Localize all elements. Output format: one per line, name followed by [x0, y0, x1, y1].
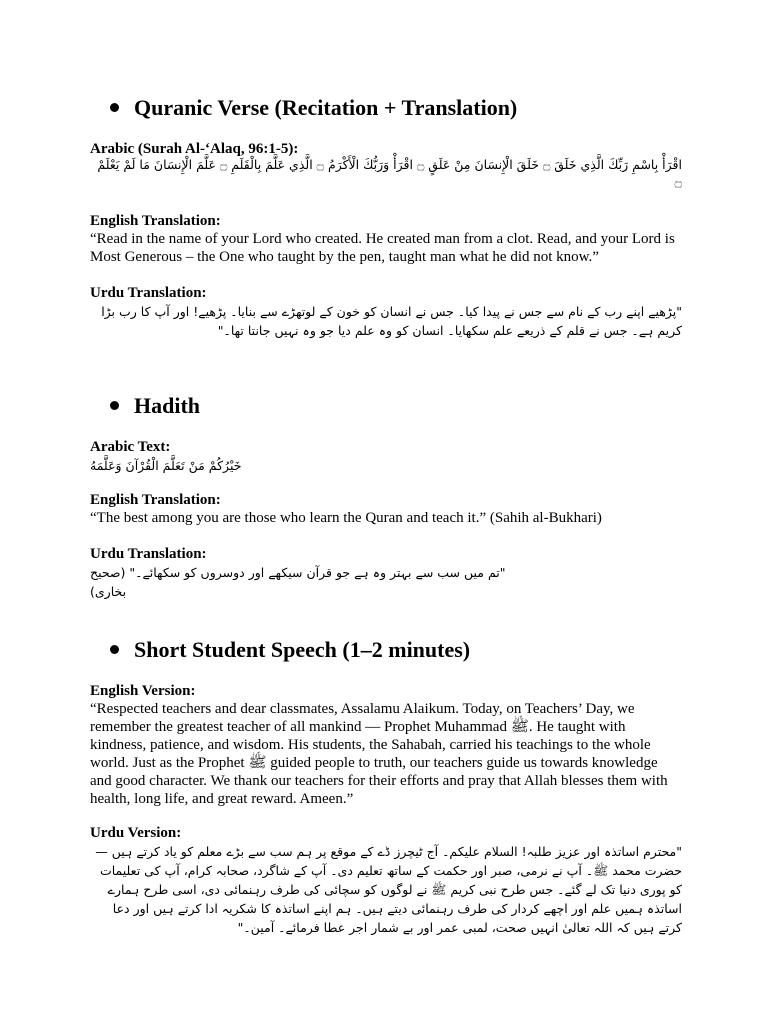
quran-urdu-block — [90, 284, 682, 340]
quran-english-text: “Read in the name of your Lord who created. He created man from a clot. Read, and your Lord is Most Generous – the One who taught by the pen, taught man what he did not know.” — [90, 231, 675, 265]
hadith-section-heading — [110, 393, 200, 419]
speech-urdu-block — [90, 824, 682, 937]
bullet-icon — [110, 401, 119, 410]
speech-section-heading — [110, 637, 470, 663]
quran-arabic-text: اقْرَأْ بِاسْمِ رَبِّكَ الَّذِي خَلَقَ ۝ خَلَقَ الْإِنسَانَ مِنْ عَلَقٍ ۝ اقْرَأْ وَرَبُّكَ الْأَكْرَمُ ۝ الَّذِي عَلَّمَ بِالْقَلَمِ ۝ عَلَّمَ الْإِنسَانَ مَا لَمْ يَعْلَمْ ۝ — [97, 157, 682, 189]
hadith-english-block — [90, 491, 682, 527]
quran-english-block — [90, 212, 682, 266]
hadith-heading-text: Hadith — [134, 393, 201, 418]
speech-english-label: English Version: — [90, 683, 196, 699]
quran-urdu-label: Urdu Translation: — [90, 285, 207, 301]
quran-heading-text: Quranic Verse (Recitation + Translation) — [134, 95, 518, 120]
quran-urdu-text: "پڑھیے اپنے رب کے نام سے جس نے پیدا کیا۔ جس نے انسان کو خون کے لوتھڑے سے بنایا۔ پڑھیے! اور آپ کا رب بڑا کریم ہے۔ جس نے قلم کے ذریعے علم سکھایا۔ انسان کو وہ علم دیا جو وہ نہیں جانتا تھا۔" — [101, 304, 682, 338]
speech-english-block — [90, 682, 682, 808]
speech-urdu-text: "محترم اساتذہ اور عزیز طلبہ! السلام علیکم۔ آج ٹیچرز ڈے کے موقع پر ہم سب سے بڑے معلم کو یاد کرتے ہیں — حضرت محمد ﷺ۔ آپ نے نرمی، صبر اور حکمت کے ساتھ تعلیم دی۔ آپ کے شاگرد، صحابہ کرام، آپ کی تعلیمات کو پوری دنیا تک لے گئے۔ جس طرح نبی کریم ﷺ نے لوگوں کو سچائی کی طرف رہنمائی دی، اسی طرح ہمارے اساتذہ ہمیں علم اور اچھے کردار کی طرف رہنمائی دیتے ہیں۔ ہم اپنے اساتذہ کا شکریہ ادا کرتے ہیں اور دعا کرتے ہیں کہ اللہ تعالیٰ انہیں صحت، لمبی عمر اور بے شمار اجر عطا فرمائے۔ آمین۔" — [95, 844, 682, 935]
hadith-arabic-text: خَيْرُكُمْ مَنْ تَعَلَّمَ الْقُرْآنَ وَعَلَّمَهُ — [90, 458, 242, 473]
speech-urdu-label: Urdu Version: — [90, 825, 182, 841]
quran-arabic-text-block — [90, 156, 682, 190]
quran-section-heading — [110, 95, 517, 121]
bullet-icon — [110, 103, 119, 112]
hadith-urdu-block — [90, 545, 682, 601]
hadith-arabic-block — [90, 438, 682, 475]
speech-english-text: “Respected teachers and dear classmates, Assalamu Alaikum. Today, on Teachers’ Day, we remember the greatest teacher of all mankind — Prophet Muhammad ﷺ. He taught with kindness, patience, and wisdom. His students, the Sahabah, carried his teachings to the whole world. Just as the Prophet ﷺ guided people to truth, our teachers guide us towards knowledge and good character. We thank our teachers for their efforts and pray that Allah blesses them with health, long life, and great reward. Ameen.” — [90, 701, 668, 807]
hadith-arabic-label: Arabic Text: — [90, 439, 171, 455]
speech-heading-text: Short Student Speech (1–2 minutes) — [134, 637, 471, 662]
quran-arabic-label: Arabic (Surah Al-‘Alaq, 96:1-5): — [90, 141, 299, 157]
hadith-english-text: “The best among you are those who learn the Quran and teach it.” (Sahih al-Bukhari) — [90, 510, 602, 526]
hadith-urdu-label: Urdu Translation: — [90, 546, 207, 562]
hadith-english-label: English Translation: — [90, 492, 221, 508]
hadith-urdu-text: "تم میں سب سے بہتر وہ ہے جو قرآن سیکھے اور دوسروں کو سکھائے۔" (صحیح بخاری) — [90, 565, 506, 599]
quran-english-label: English Translation: — [90, 213, 221, 229]
bullet-icon — [110, 645, 119, 654]
